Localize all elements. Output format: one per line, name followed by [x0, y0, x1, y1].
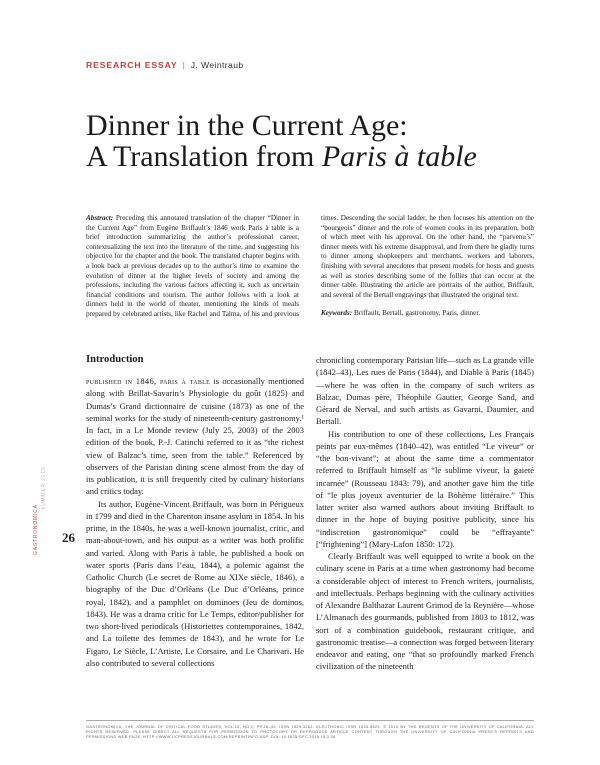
abstract-text-col1: Preceding this annotated translation of the chapter “Dinner in the Current Age” from Eugène Briffault’s 1846 work Paris à table is a brief introduction summarizing the author’s professional career, contextualizing the text into the literature of the time, and suggesting his objective for the chapter and the book. The translated chapter begins with a look back at previous decades up to the author’s time to examine the evolution of dinner at the higher levels of society and among the professions, including the various factors affecting it, such as uncertain financial conditions and tourism. The author follows with a look at dinners held in the world of theater, mentioning the kinds of meals prepared by celebrated artists, like Rachel and Talma, of his and previous times. Descending the social ladder, he then focuses his	[86, 214, 486, 318]
intro-paragraph-4: His contribution to one of these collections, Les Français peints par eux-mêmes (1840–42), was entitled “Le viveur” or “the bon-vivant”; at about the same time a commentator referred to Briffault himself as “le sublime viveur, la gaieté incarnée” (Rousseau 1843: 79), and another gave him the title of “le plus joyeux aventurier de la Bohème littéraire.” This latter writer also warned authors about inviting Briffault to dinner in the hope of buying positive publicity, since his “indiscretion gastronomique” could be “effrayante” [“frightening”] (Mary-Lafon 1850: 172).	[316, 428, 534, 549]
title-line-1: Dinner in the Current Age:	[86, 109, 408, 142]
copyright-footer: GASTRONOMICA: THE JOURNAL OF CRITICAL FOOD STUDIES, VOL.15, NO.2, PP.26–40, ISSN 1529-3262, ELECTRONIC ISSN 1533-8622. © 2015 BY THE REGENTS OF THE UNIVERSITY OF CALIFORNIA. ALL RIGHTS RESERVED. PLEASE DIRECT ALL REQUESTS FOR PERMISSION TO PHOTOCOPY OR REPRODUCE ARTICLE CONTENT THROUGH THE UNIVERSITY OF CALIFORNIA PRESS’S REPRINTS AND PERMISSIONS WEB PAGE, HTTP://WWW.UCPRESSJOURNALS.COM/REPRINTINFO.ASP. DOI: 10.1525/GFC.2015.15.2.26	[86, 720, 534, 739]
abstract-text-col2: attention on the “bourgeois” dinner and the role of women cooks in its preparation, both of which meet with his approval. On the other hand, the “parvenu’s” dinner meets with his extreme disapproval, and from there he gladly turns to dinner among shopkeepers and merchants, workers and laborers, finishing with several anecdotes that present models for hosts and guests as well as stories describing some of the follies that can occur at the dinner table. Illustrating the article are portraits of the author, Briffault, and several of the Bertall engravings that illustrated the original text.	[321, 214, 534, 299]
title-line-2-prefix: A Translation from	[86, 140, 322, 173]
intro-lead-in: published in 1846, paris à table	[86, 376, 211, 386]
intro-paragraph-1	[86, 375, 304, 498]
title-line-2-italic: Paris à table	[321, 140, 477, 173]
article-title	[86, 110, 477, 172]
running-header	[86, 60, 244, 70]
abstract-block	[86, 214, 534, 320]
header-author: J. Weintraub	[190, 60, 244, 70]
section-tag: RESEARCH ESSAY	[86, 60, 178, 70]
journal-name-vertical: GASTRONOMICA	[33, 504, 39, 555]
introduction-heading: Introduction	[86, 354, 144, 365]
header-separator: |	[182, 60, 186, 70]
keywords-label: Keywords:	[321, 309, 353, 318]
keywords-text: Briffault, Bertall, gastronomy, Paris, dinner.	[353, 309, 481, 318]
issue-season-vertical: SUMMER 2015	[41, 466, 47, 510]
intro-paragraph-2: Its author, Eugène-Vincent Briffault, was born in Périgueux in 1799 and died in the Charenton insane asylum in 1854. In his prime, in the 1840s, he was a well-known journalist, critic, and man-about-town, and his output as a writer was both prolific and varied. Along with Paris à table, he published a book on water sports (Paris dans l’eau, 1844), a polemic against the Catholic Church (Le secret de Rome au XIXe siècle, 1846), a biography of the Duc d’Orléans (Le Duc d’Orléans, prince royal, 1842), and a pamphlet on dominoes (Jeu de dominos, 1843). He was a drama critic for Le Temps, editor/publisher for two short-lived periodicals (Historiettes contemporaines, 1842, and La toilette des femmes de 1843), and he wrote for Le Figaro, Le Siècle, L’Artiste, Le Corsaire, and Le Charivari. He also contributed to several collections	[86, 498, 304, 668]
abstract-paragraph	[86, 214, 534, 320]
intro-p1-text: is occasionally mentioned along with Brillat-Savarin’s Physiologie du goût (1825) and Dumas’s Grand dictionnaire de cuisine (1873) as one of the seminal works for the study of nineteenth-century gastronomy.¹ In fact, in a Le Monde review (July 25, 2003) of the 2003 edition of the book, P.-J. Catinchi referred to it as “the richest view of Balzac’s time, seen from the table.” Referenced by observers of the Parisian dining scene almost from the day of its publication, it is still frequently cited by culinary historians and critics today.	[86, 376, 304, 497]
intro-paragraph-5: Clearly Briffault was well equipped to write a book on the culinary scene in Paris at a time when gastronomy had become a considerable object of interest to French writers, journalists, and intellectuals. Perhaps beginning with the culinary activities of Alexandre Balthazar Laurent Grimod de la Reynière—whose L’Almanach des gourmands, published from 1803 to 1812, was sort of a combination guidebook, restaurant critique, and gastronomic treatise—a connection was forged between literary endeavor and eating, one “that so profoundly marked French civilization of the nineteenth	[316, 551, 534, 672]
keywords-line	[321, 309, 534, 319]
page-number: 26	[62, 530, 75, 545]
intro-paragraph-3: chronicling contemporary Parisian life—such as La grande ville (1842–43), Les rues de Paris (1844), and Diable à Paris (1845)—where he was often in the company of such writers as Balzac, Dumas père, Théophile Gautier, George Sand, and Gérard de Nerval, and such artists as Gavarni, Daumier, and Bertall.	[316, 355, 534, 427]
abstract-label: Abstract:	[86, 214, 114, 222]
body-column-left	[86, 375, 304, 669]
body-column-right	[316, 354, 534, 673]
